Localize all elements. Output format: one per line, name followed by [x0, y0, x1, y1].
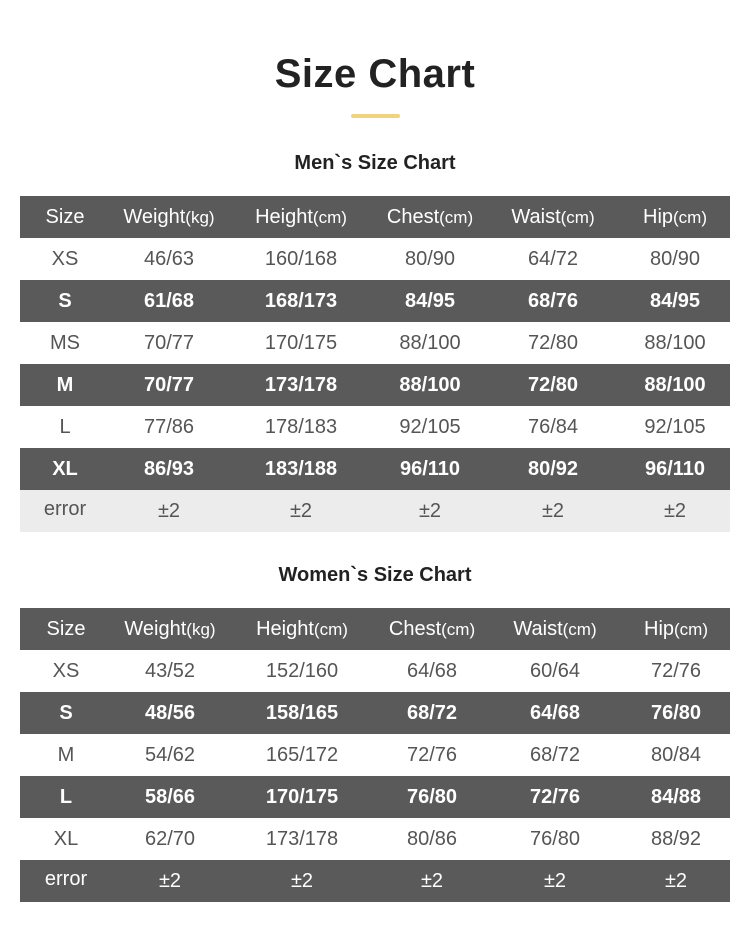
women-size-label — [20, 692, 112, 734]
men-measurement-cell — [486, 364, 620, 406]
men-measurement-cell — [228, 364, 374, 406]
men-measurement-cell — [374, 490, 486, 532]
men-size-label — [20, 322, 110, 364]
men-measurement-cell — [374, 322, 486, 364]
men-cell-text: 46/63 — [143, 247, 195, 270]
men-cell-text: ±2 — [157, 499, 181, 522]
men-size-table — [20, 196, 730, 532]
men-cell-text: 88/100 — [644, 373, 706, 396]
women-cell-text: XL — [53, 827, 79, 850]
men-cell-text: 96/110 — [399, 457, 461, 480]
men-cell-text: 84/95 — [649, 289, 701, 312]
women-cell-text: 72/76 — [529, 785, 581, 808]
men-measurement-cell — [228, 238, 374, 280]
women-cell-text: 152/160 — [265, 659, 339, 682]
women-measurement-cell — [488, 860, 622, 902]
women-size-row — [20, 650, 730, 692]
men-measurement-cell — [228, 448, 374, 490]
women-cell-text: ±2 — [158, 869, 182, 892]
women-error-row — [20, 860, 730, 902]
men-error-row — [20, 490, 730, 532]
men-cell-text: 80/90 — [404, 247, 456, 270]
men-cell-text: 84/95 — [404, 289, 456, 312]
women-cell-text: ±2 — [420, 869, 444, 892]
women-cell-text: 88/92 — [650, 827, 702, 850]
women-measurement-cell — [376, 776, 488, 818]
women-measurement-cell — [622, 734, 730, 776]
women-cell-text: 80/86 — [406, 827, 458, 850]
women-header-cell — [622, 608, 730, 650]
men-header-unit: (cm) — [439, 207, 474, 227]
men-measurement-cell — [228, 490, 374, 532]
women-cell-text: ±2 — [290, 869, 314, 892]
men-cell-text: 76/84 — [527, 415, 579, 438]
women-cell-text: 170/175 — [265, 785, 339, 808]
women-measurement-cell — [376, 734, 488, 776]
men-cell-text: 64/72 — [527, 247, 579, 270]
men-header-label: Hip — [643, 205, 674, 228]
men-cell-text: 70/77 — [143, 331, 195, 354]
men-measurement-cell — [620, 364, 730, 406]
men-cell-text: ±2 — [541, 499, 565, 522]
women-measurement-cell — [622, 692, 730, 734]
men-cell-text: 160/168 — [264, 247, 338, 270]
women-size-label — [20, 734, 112, 776]
women-cell-text: 68/72 — [406, 701, 458, 724]
women-cell-text: 58/66 — [144, 785, 196, 808]
men-cell-text: 168/173 — [264, 289, 338, 312]
women-measurement-cell — [488, 650, 622, 692]
men-size-label — [20, 406, 110, 448]
women-cell-text: 60/64 — [529, 659, 581, 682]
men-cell-text: S — [58, 289, 72, 312]
women-measurement-cell — [228, 692, 376, 734]
women-measurement-cell — [228, 734, 376, 776]
men-cell-text: 72/80 — [527, 373, 579, 396]
men-cell-text: 80/92 — [527, 457, 579, 480]
page-title: Size Chart — [274, 52, 476, 96]
women-cell-text: 165/172 — [265, 743, 339, 766]
women-measurement-cell — [228, 818, 376, 860]
men-size-row — [20, 406, 730, 448]
women-size-label — [20, 860, 112, 902]
men-measurement-cell — [486, 322, 620, 364]
men-measurement-cell — [374, 364, 486, 406]
men-cell-text: 183/188 — [264, 457, 338, 480]
women-measurement-cell — [376, 818, 488, 860]
women-cell-text: L — [59, 785, 73, 808]
men-measurement-cell — [374, 448, 486, 490]
women-cell-text: 173/178 — [265, 827, 339, 850]
men-measurement-cell — [486, 490, 620, 532]
men-measurement-cell — [486, 406, 620, 448]
men-cell-text: 70/77 — [143, 373, 195, 396]
men-table-body — [20, 196, 730, 532]
men-header-cell — [486, 196, 620, 238]
women-header-unit: (cm) — [674, 619, 708, 639]
women-cell-text: 62/70 — [144, 827, 196, 850]
women-cell-text: 48/56 — [144, 701, 196, 724]
men-measurement-cell — [228, 406, 374, 448]
men-size-label — [20, 280, 110, 322]
men-header-cell — [620, 196, 730, 238]
women-cell-text: 43/52 — [144, 659, 196, 682]
women-header-unit: (cm) — [441, 619, 476, 639]
women-header-cell — [112, 608, 228, 650]
men-measurement-cell — [374, 238, 486, 280]
women-cell-text: 54/62 — [144, 743, 196, 766]
men-header-cell — [228, 196, 374, 238]
men-measurement-cell — [110, 280, 228, 322]
men-measurement-cell — [620, 448, 730, 490]
men-cell-text: 80/90 — [649, 247, 701, 270]
men-measurement-cell — [486, 280, 620, 322]
women-measurement-cell — [622, 776, 730, 818]
women-header-unit: (cm) — [562, 619, 597, 639]
women-cell-text: S — [59, 701, 73, 724]
women-header-label: Weight — [124, 617, 187, 640]
men-header-label: Weight — [123, 205, 186, 228]
men-cell-text: XL — [52, 457, 78, 480]
men-cell-text: ±2 — [289, 499, 313, 522]
women-measurement-cell — [228, 776, 376, 818]
men-header-cell — [20, 196, 110, 238]
women-size-table — [20, 608, 730, 902]
women-cell-text: 64/68 — [406, 659, 458, 682]
women-measurement-cell — [488, 692, 622, 734]
men-size-row — [20, 364, 730, 406]
men-size-row — [20, 448, 730, 490]
women-size-row — [20, 692, 730, 734]
women-cell-text: 76/80 — [406, 785, 458, 808]
women-measurement-cell — [488, 818, 622, 860]
women-measurement-cell — [112, 860, 228, 902]
men-cell-text: 170/175 — [264, 331, 338, 354]
women-header-cell — [228, 608, 376, 650]
men-cell-text: 178/183 — [264, 415, 338, 438]
men-size-row — [20, 238, 730, 280]
women-table-body — [20, 608, 730, 902]
women-cell-text: 72/76 — [406, 743, 458, 766]
men-size-label — [20, 448, 110, 490]
women-header-cell — [488, 608, 622, 650]
women-header-label: Size — [46, 617, 86, 640]
women-cell-text: 84/88 — [650, 785, 702, 808]
men-measurement-cell — [110, 448, 228, 490]
women-measurement-cell — [622, 860, 730, 902]
women-size-label — [20, 650, 112, 692]
men-measurement-cell — [486, 238, 620, 280]
men-header-cell — [374, 196, 486, 238]
men-header-unit: (cm) — [560, 207, 595, 227]
men-header-unit: (kg) — [185, 207, 215, 227]
women-header-label: Hip — [644, 617, 675, 640]
men-header-label: Size — [45, 205, 85, 228]
women-header-cell — [376, 608, 488, 650]
women-header-label: Waist — [513, 617, 563, 640]
women-measurement-cell — [112, 776, 228, 818]
men-header-label: Height — [255, 205, 313, 228]
women-size-label — [20, 818, 112, 860]
women-size-row — [20, 818, 730, 860]
women-section-title: Women`s Size Chart — [278, 564, 472, 586]
women-header-label: Chest — [388, 617, 442, 640]
men-size-row — [20, 322, 730, 364]
men-cell-text: ±2 — [418, 499, 442, 522]
men-cell-text: 173/178 — [264, 373, 338, 396]
men-cell-text: XS — [51, 247, 79, 270]
women-size-row — [20, 734, 730, 776]
men-header-cell — [110, 196, 228, 238]
men-measurement-cell — [486, 448, 620, 490]
women-measurement-cell — [376, 860, 488, 902]
women-cell-text: 72/76 — [650, 659, 702, 682]
men-cell-text: 86/93 — [143, 457, 195, 480]
women-cell-text: 76/80 — [650, 701, 702, 724]
women-cell-text: 64/68 — [529, 701, 581, 724]
women-measurement-cell — [376, 650, 488, 692]
men-cell-text: 96/110 — [644, 457, 706, 480]
men-cell-text: 88/100 — [399, 331, 461, 354]
men-size-row — [20, 280, 730, 322]
men-header-row — [20, 196, 730, 238]
men-measurement-cell — [110, 364, 228, 406]
men-measurement-cell — [620, 322, 730, 364]
men-size-label — [20, 364, 110, 406]
men-cell-text: 92/105 — [644, 415, 706, 438]
men-measurement-cell — [620, 406, 730, 448]
women-measurement-cell — [488, 776, 622, 818]
women-measurement-cell — [228, 650, 376, 692]
women-measurement-cell — [622, 818, 730, 860]
women-header-cell — [20, 608, 112, 650]
women-header-unit: (kg) — [186, 619, 216, 639]
women-cell-text: error — [44, 867, 88, 890]
men-cell-text: L — [59, 415, 71, 438]
men-header-label: Chest — [386, 205, 440, 228]
men-measurement-cell — [228, 322, 374, 364]
men-cell-text: 77/86 — [143, 415, 195, 438]
women-measurement-cell — [112, 818, 228, 860]
men-cell-text: 88/100 — [399, 373, 461, 396]
women-measurement-cell — [488, 734, 622, 776]
men-cell-text: 92/105 — [399, 415, 461, 438]
men-header-unit: (cm) — [312, 207, 347, 227]
women-cell-text: M — [57, 743, 75, 766]
women-measurement-cell — [112, 692, 228, 734]
women-cell-text: 68/72 — [529, 743, 581, 766]
men-measurement-cell — [110, 322, 228, 364]
women-cell-text: 80/84 — [650, 743, 702, 766]
men-header-unit: (cm) — [673, 207, 707, 227]
men-measurement-cell — [110, 238, 228, 280]
men-cell-text: 61/68 — [143, 289, 195, 312]
women-size-row — [20, 776, 730, 818]
title-underline-accent — [351, 114, 400, 118]
men-cell-text: M — [56, 373, 74, 396]
men-cell-text: 88/100 — [644, 331, 706, 354]
women-measurement-cell — [622, 650, 730, 692]
women-cell-text: XS — [52, 659, 80, 682]
men-size-label — [20, 238, 110, 280]
men-cell-text: MS — [50, 331, 80, 354]
men-header-label: Waist — [511, 205, 561, 228]
men-measurement-cell — [110, 406, 228, 448]
women-size-label — [20, 776, 112, 818]
women-cell-text: 76/80 — [529, 827, 581, 850]
women-cell-text: ±2 — [543, 869, 567, 892]
women-header-unit: (cm) — [313, 619, 348, 639]
men-size-label — [20, 490, 110, 532]
men-measurement-cell — [620, 280, 730, 322]
men-measurement-cell — [110, 490, 228, 532]
women-measurement-cell — [112, 650, 228, 692]
men-measurement-cell — [228, 280, 374, 322]
men-measurement-cell — [374, 280, 486, 322]
men-measurement-cell — [374, 406, 486, 448]
men-measurement-cell — [620, 490, 730, 532]
women-header-row — [20, 608, 730, 650]
men-measurement-cell — [620, 238, 730, 280]
men-cell-text: error — [43, 497, 87, 520]
women-cell-text: ±2 — [664, 869, 688, 892]
women-cell-text: 158/165 — [265, 701, 339, 724]
men-section-title: Men`s Size Chart — [294, 152, 456, 174]
men-cell-text: 68/76 — [527, 289, 579, 312]
men-cell-text: ±2 — [663, 499, 687, 522]
women-measurement-cell — [112, 734, 228, 776]
women-measurement-cell — [376, 692, 488, 734]
women-measurement-cell — [228, 860, 376, 902]
women-header-label: Height — [256, 617, 314, 640]
men-cell-text: 72/80 — [527, 331, 579, 354]
